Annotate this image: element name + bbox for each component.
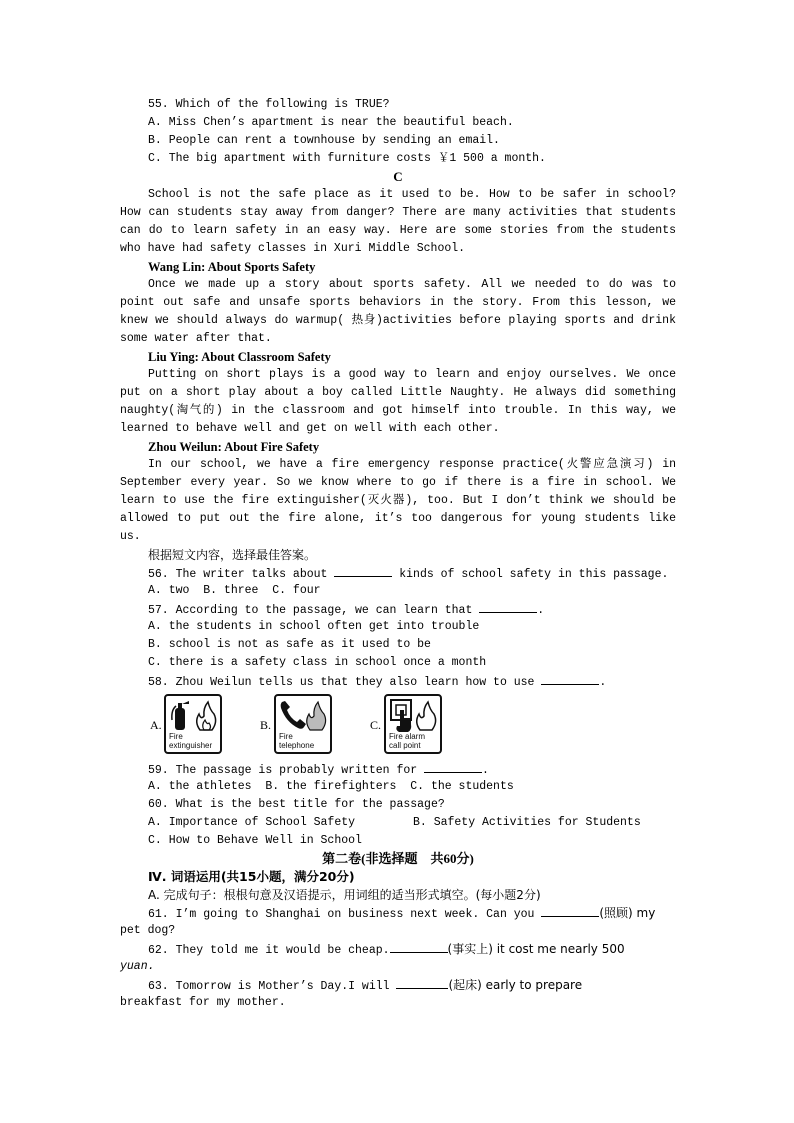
fire-extinguisher-icon	[166, 696, 220, 736]
q60-options-ab: A. Importance of School Safety B. Safety Activities for Students	[148, 816, 641, 829]
q60-option-c: C. How to Behave Well in School	[148, 834, 362, 847]
section-title-classroom: Liu Ying: About Classroom Safety	[148, 350, 331, 364]
passage-sports: Once we made up a story about sports safety. All we needed to do was to point out safe and unsafe sports behaviors in the story. From this lesson, we knew we should always do warmup( 热身)activities before playing sports and drink some water after that.	[120, 278, 676, 345]
instruction: 根据短文内容，选择最佳答案。	[148, 548, 317, 562]
answer-blank[interactable]	[424, 760, 482, 773]
alarm-button-icon	[386, 696, 440, 736]
answer-blank[interactable]	[541, 904, 599, 917]
q55-option-b: B. People can rent a townhouse by sending an email.	[148, 134, 500, 147]
answer-blank[interactable]	[390, 940, 448, 953]
q57-option-c: C. there is a safety class in school once a month	[148, 656, 487, 669]
q60-stem: 60. What is the best title for the passage?	[148, 798, 445, 811]
section-title-sports: Wang Lin: About Sports Safety	[148, 260, 316, 274]
q56-options: A. two B. three C. four	[148, 584, 321, 597]
q61-cont: pet dog?	[120, 924, 176, 937]
q58-option-c[interactable]: C. Fire alarm call point	[370, 694, 448, 754]
exam-page	[120, 96, 676, 1012]
q57-stem: 57. According to the passage, we can learn that .	[120, 600, 676, 618]
telephone-icon	[276, 696, 330, 736]
q58-picture-options	[120, 692, 676, 758]
q56-stem: 56. The writer talks about kinds of school safety in this passage.	[120, 564, 676, 582]
q57-option-a: A. the students in school often get into trouble	[148, 620, 480, 633]
section-a-instruction: A. 完成句子：根根句意及汉语提示，用词组的适当形式填空。(每小题2分)	[148, 888, 541, 902]
q59-stem: 59. The passage is probably written for .	[120, 760, 676, 778]
q58-option-a[interactable]: A. Fire extinguisher	[150, 694, 228, 754]
q61-line: 61. I’m going to Shanghai on business next week. Can you (照顾) my	[148, 906, 656, 921]
q59-options: A. the athletes B. the firefighters C. the students	[148, 780, 514, 793]
section-title-fire: Zhou Weilun: About Fire Safety	[148, 440, 320, 454]
passage-letter: C	[393, 169, 403, 184]
q63-line: 63. Tomorrow is Mother’s Day.I will (起床) early to prepare	[148, 978, 583, 993]
q58-stem: 58. Zhou Weilun tells us that they also learn how to use .	[120, 672, 676, 690]
q58-option-b[interactable]: B. Fire telephone	[260, 694, 338, 754]
passage-classroom: Putting on short plays is a good way to learn and enjoy ourselves. We once put on a short play about a boy called Little Naughty. He always did something naughty(淘气的) in the classroom and got himself into trouble. In this way, we learned to behave well and get on well with each other.	[120, 368, 676, 435]
q55-option-a: A. Miss Chen’s apartment is near the beautiful beach.	[148, 116, 514, 129]
part-two-heading: 第二卷(非选择题 共60分)	[322, 851, 474, 866]
q63-cont: breakfast for my mother.	[120, 996, 286, 1009]
q62-cont: yuan.	[120, 960, 155, 973]
answer-blank[interactable]	[541, 672, 599, 685]
answer-blank[interactable]	[479, 600, 537, 613]
answer-blank[interactable]	[334, 564, 392, 577]
q55-stem: 55. Which of the following is TRUE?	[148, 98, 390, 111]
q62-line: 62. They told me it would be cheap. (事实上) it cost me nearly 500	[148, 942, 625, 957]
passage-fire: In our school, we have a fire emergency response practice(火警应急演习) in September every year. So we know where to go if there is a fire in school. We learn to use the fire extinguisher(灭火器), too. But I don’t think we should be allowed to put out the fire alone, it’s too dangerous for young students like us.	[120, 458, 676, 543]
passage-intro: School is not the safe place as it used to be. How to be safer in school? How can students stay away from danger? There are many activities that students can do to learn safety in an easy way. Here are some stories from the students who have had safety classes in Xuri Middle School.	[120, 188, 676, 255]
answer-blank[interactable]	[396, 976, 448, 989]
q55-option-c: C. The big apartment with furniture costs ￥1 500 a month.	[148, 152, 546, 165]
q57-option-b: B. school is not as safe as it used to be	[148, 638, 431, 651]
section-four-heading: Ⅳ. 词语运用(共15小题，满分20分)	[148, 869, 355, 884]
